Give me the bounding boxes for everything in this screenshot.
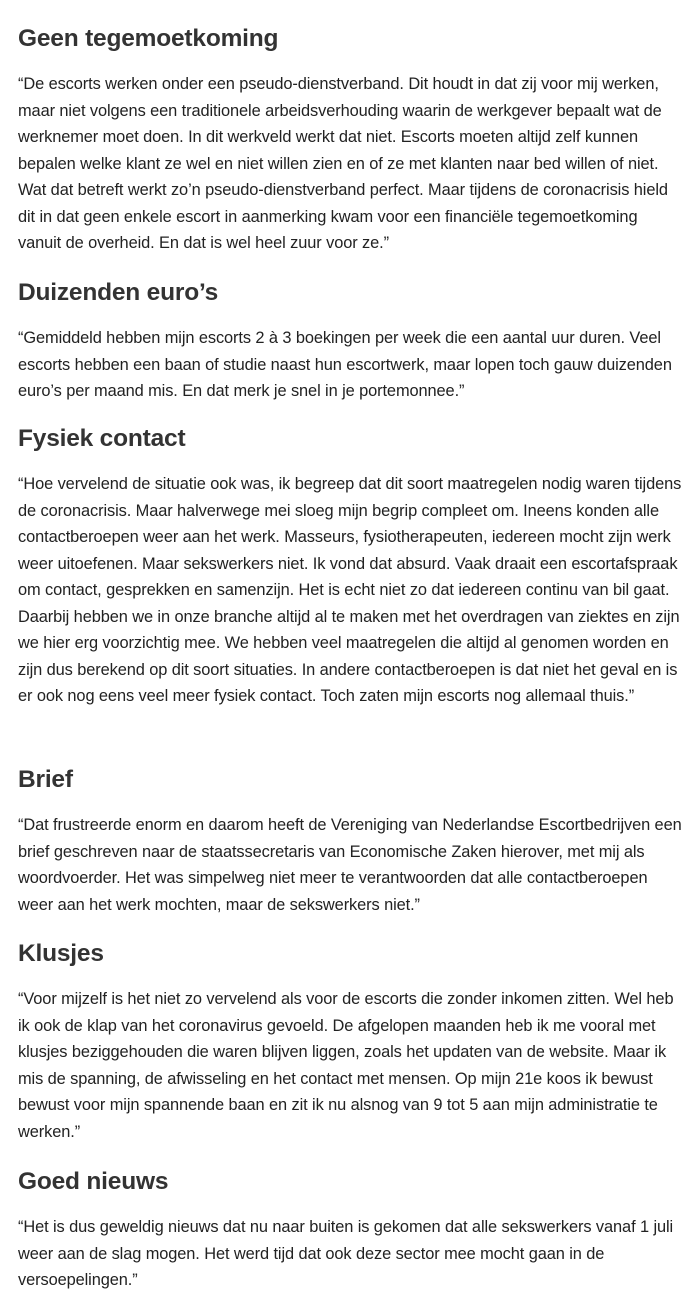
section-geen-tegemoetkoming: [18, 24, 682, 257]
section-klusjes: [18, 939, 682, 1145]
section-goed-nieuws: [18, 1167, 682, 1294]
section-heading: Klusjes: [18, 940, 104, 967]
section-heading: Fysiek contact: [18, 425, 186, 452]
section-heading: Duizenden euro’s: [18, 279, 219, 306]
section-paragraph: “Dat frustreerde enorm en daarom heeft de Vereniging van Nederlandse Escortbedrijven een brief geschreven naar de staatssecretaris van Economische Zaken hierover, met mij als woordvoerder. Het was simpelweg niet meer te verantwoorden dat alle contactberoepen weer aan het werk mochten, maar de sekswerkers niet.”: [18, 816, 682, 914]
section-heading: Geen tegemoetkoming: [18, 25, 279, 52]
section-paragraph: “Het is dus geweldig nieuws dat nu naar buiten is gekomen dat alle sekswerkers vanaf 1 juli weer aan de slag mogen. Het werd tijd dat ook deze sector mee mocht gaan in de versoepelingen.”: [18, 1218, 674, 1289]
section-brief: [18, 765, 682, 918]
section-heading: Brief: [18, 766, 73, 793]
section-paragraph: “Gemiddeld hebben mijn escorts 2 à 3 boekingen per week die een aantal uur duren. Veel escorts hebben een baan of studie naast hun escortwerk, maar lopen toch gauw duizenden euro’s per maand mis. En dat merk je snel in je portemonnee.”: [18, 329, 672, 400]
section-heading: Goed nieuws: [18, 1168, 169, 1195]
section-fysiek-contact: [18, 424, 682, 710]
section-paragraph: “Hoe vervelend de situatie ook was, ik begreep dat dit soort maatregelen nodig waren tijdens de coronacrisis. Maar halverwege mei sloeg mijn begrip compleet om. Ineens konden alle contactberoepen weer aan het werk. Masseurs, fysiotherapeuten, iedereen mocht zijn werk weer uitoefenen. Maar sekswerkers niet. Ik vond dat absurd. Vaak draait een escortafspraak om contact, gesprekken en samenzijn. Het is echt niet zo dat iedereen continu van bil gaat. Daarbij hebben we in onze branche altijd al te maken met het overdragen van ziektes en zijn we hier erg voorzichtig mee. We hebben veel maatregelen die altijd al genomen worden en zijn dus berekend op dit soort situaties. In andere contactberoepen is dat niet het geval en is er ook nog eens veel meer fysiek contact. Toch zaten mijn escorts nog allemaal thuis.”: [18, 475, 682, 705]
section-paragraph: “Voor mijzelf is het niet zo vervelend als voor de escorts die zonder inkomen zitten. Wel heb ik ook de klap van het coronavirus gevoeld. De afgelopen maanden heb ik me vooral met klusjes beziggehouden die waren blijven liggen, zoals het updaten van de website. Maar ik mis de spanning, de afwisseling en het contact met mensen. Op mijn 21e koos ik bewust bewust voor mijn spannende baan en zit ik nu alsnog van 9 tot 5 aan mijn administratie te werken.”: [18, 990, 674, 1141]
section-duizenden-euros: [18, 278, 682, 405]
section-paragraph: “De escorts werken onder een pseudo-dienstverband. Dit houdt in dat zij voor mij werken, maar niet volgens een traditionele arbeidsverhouding waarin de werkgever bepaalt wat de werknemer moet doen. In dit werkveld werkt dat niet. Escorts moeten altijd zelf kunnen bepalen welke klant ze wel en niet willen zien en of ze met klanten naar bed willen of niet. Wat dat betreft werkt zo’n pseudo-dienstverband perfect. Maar tijdens de coronacrisis hield dit in dat geen enkele escort in aanmerking kwam voor een financiële tegemoetkoming vanuit de overheid. En dat is wel heel zuur voor ze.”: [18, 75, 668, 252]
